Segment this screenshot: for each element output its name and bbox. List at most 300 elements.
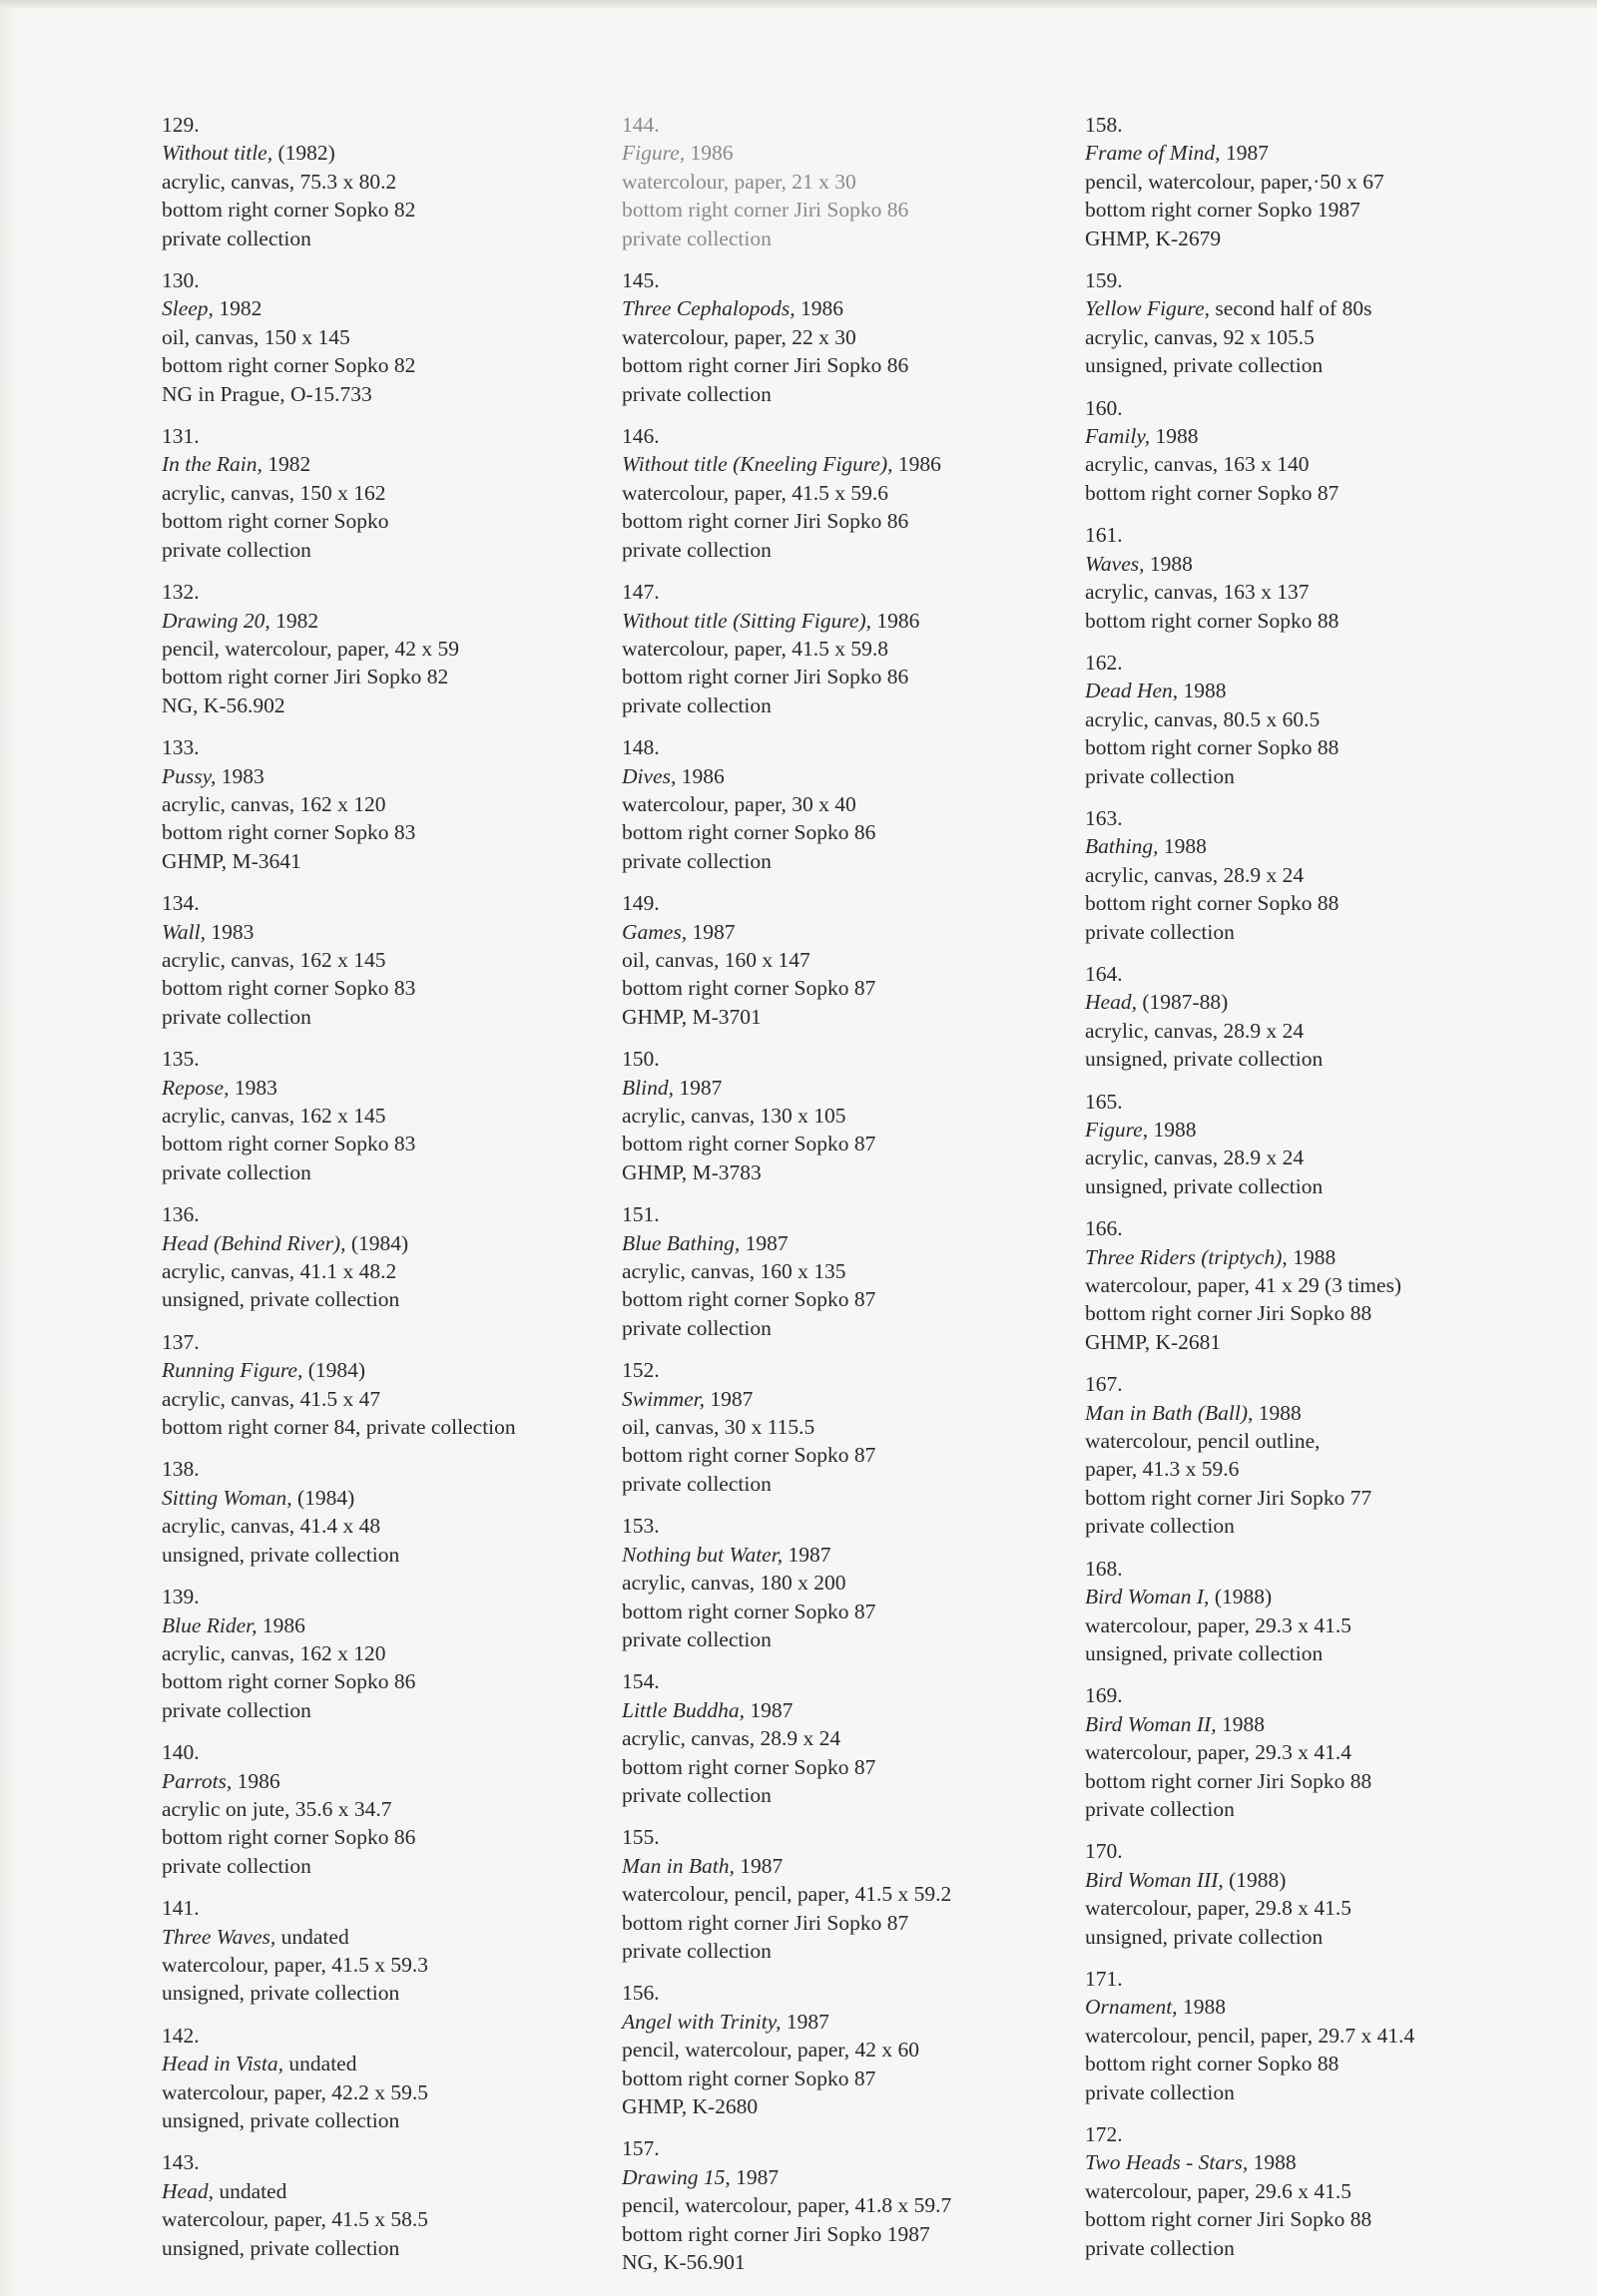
entry-detail: acrylic, canvas, 160 x 135 [622,1259,846,1284]
catalogue-entry [1085,649,1504,790]
entry-title: Family, [1085,424,1151,449]
entry-detail: watercolour, paper, 41.5 x 59.6 [622,480,888,505]
entry-number: 133. [162,735,200,760]
catalogue-entry [1085,1681,1504,1823]
entry-detail: watercolour, paper, 42.2 x 59.5 [162,2079,428,2104]
entry-date: 1987 [740,1230,789,1255]
entry-title-line [162,1484,601,1512]
entry-number: 164. [1085,961,1123,986]
entry-title: Head, [1085,990,1137,1015]
entry-title: Waves, [1085,551,1145,576]
catalogue-entry [162,1200,601,1314]
entry-title: Blue Rider, [162,1612,258,1637]
entry-detail: private collection [622,692,772,717]
entry-detail: bottom right corner Sopko 86 [162,1825,416,1850]
catalogue-entry [622,1356,1061,1498]
entry-number: 170. [1085,1839,1123,1864]
page-top-edge [0,0,1597,8]
entry-title: Head (Behind River), [162,1230,346,1255]
entry-title-line [162,1611,601,1639]
entry-title: Repose, [162,1075,230,1100]
entry-detail: unsigned, private collection [1085,1924,1324,1949]
entry-detail: watercolour, pencil, paper, 29.7 x 41.4 [1085,2023,1415,2048]
entry-detail: bottom right corner Sopko 86 [622,820,876,845]
entry-title: Bathing, [1085,834,1159,859]
entry-title: Dives, [622,763,677,788]
entry-date: 1988 [1148,1118,1197,1142]
catalogue-entry [622,889,1061,1031]
entry-date: undated [283,2052,357,2076]
entry-date: 1986 [676,763,725,788]
catalogue-entry [1085,394,1504,508]
entry-detail: unsigned, private collection [162,2235,400,2260]
entry-number: 172. [1085,2122,1123,2146]
entry-detail: GHMP, M-3701 [622,1004,762,1029]
entry-detail: bottom right corner Sopko 87 [622,976,876,1001]
entry-number: 138. [162,1457,200,1482]
entry-detail: oil, canvas, 160 x 147 [622,947,810,972]
entry-detail: oil, canvas, 150 x 145 [162,324,350,349]
entry-title-line [162,762,601,790]
catalogue-entry [1085,1370,1504,1540]
entry-detail: bottom right corner Jiri Sopko 86 [622,198,909,223]
catalogue-column-2 [622,111,1061,2290]
entry-detail: pencil, watercolour, paper, 41.8 x 59.7 [622,2193,952,2218]
catalogue-entry [162,578,601,719]
entry-title: Wall, [162,919,207,944]
entry-detail: watercolour, paper, 21 x 30 [622,169,856,194]
entry-title-line [162,1074,601,1102]
entry-date: 1986 [685,141,734,166]
entry-title: Running Figure, [162,1358,303,1383]
entry-detail: bottom right corner Sopko [162,509,389,534]
entry-title-line [162,2050,601,2077]
entry-detail: GHMP, K-2679 [1085,226,1222,250]
entry-number: 161. [1085,523,1123,548]
entry-title: Angel with Trinity, [622,2009,782,2034]
catalogue-entry [162,1583,601,1724]
catalogue-entry [622,578,1061,719]
catalogue-entry [162,1328,601,1442]
entry-number: 155. [622,1825,660,1850]
catalogue-entry [622,1512,1061,1653]
entry-detail: private collection [162,1697,311,1722]
entry-number: 142. [162,2023,200,2048]
entry-detail: acrylic, canvas, 28.9 x 24 [1085,862,1305,887]
entry-detail: unsigned, private collection [1085,353,1324,378]
entry-title: Figure, [622,141,686,166]
entry-detail: bottom right corner Sopko 87 [622,1132,876,1156]
entry-title: Bird Woman I, [1085,1585,1210,1609]
entry-detail: bottom right corner Jiri Sopko 86 [622,353,909,378]
entry-date: (1984) [302,1358,366,1383]
catalogue-entry [622,1200,1061,1342]
entry-title-line [1085,139,1504,167]
entry-detail: private collection [162,226,311,250]
entry-detail: private collection [162,1853,311,1878]
entry-detail: watercolour, paper, 29.3 x 41.4 [1085,1740,1351,1765]
entry-title: Parrots, [162,1768,233,1793]
entry-date: 1987 [687,919,736,944]
entry-title: Ornament, [1085,1995,1178,2020]
entry-date: 1988 [1158,834,1207,859]
entry-detail: bottom right corner Jiri Sopko 86 [622,665,909,689]
entry-title-line [162,2177,601,2205]
entry-detail: acrylic, canvas, 75.3 x 80.2 [162,169,397,194]
catalogue-entry [1085,960,1504,1074]
entry-number: 146. [622,424,660,449]
entry-detail: bottom right corner Sopko 87 [622,2066,876,2090]
entry-date: 1986 [795,296,843,321]
entry-number: 130. [162,268,200,293]
catalogue-column-1 [162,111,601,2276]
entry-title-line [1085,1866,1504,1894]
entry-detail: private collection [162,1004,311,1029]
entry-number: 167. [1085,1372,1123,1397]
entry-number: 132. [162,580,200,605]
catalogue-entry [162,733,601,875]
entry-date: (1987-88) [1136,990,1229,1015]
entry-detail: bottom right corner Sopko 83 [162,976,416,1001]
entry-detail: watercolour, paper, 41.5 x 59.8 [622,636,888,661]
catalogue-entry [622,733,1061,875]
entry-title-line [1085,550,1504,578]
entry-title: Three Riders (triptych), [1085,1244,1288,1269]
entry-title-line [622,918,1061,946]
entry-date: 1987 [673,1075,723,1100]
entry-number: 153. [622,1514,660,1539]
entry-detail: private collection [622,226,772,250]
entry-detail: watercolour, paper, 41.5 x 58.5 [162,2207,428,2232]
entry-detail: private collection [1085,763,1235,788]
entry-title: Games, [622,919,688,944]
entry-number: 168. [1085,1556,1123,1581]
entry-title: Yellow Figure, [1085,296,1211,321]
entry-detail: private collection [622,1938,772,1963]
entry-detail: watercolour, paper, 22 x 30 [622,324,856,349]
entry-number: 165. [1085,1089,1123,1114]
entry-number: 147. [622,580,660,605]
entry-detail: bottom right corner Jiri Sopko 77 [1085,1485,1372,1510]
catalogue-entry [622,266,1061,408]
entry-detail: private collection [1085,919,1235,944]
entry-detail: private collection [622,1471,772,1496]
catalogue-entry [622,2134,1061,2276]
entry-title: In the Rain, [162,452,263,477]
entry-detail: bottom right corner Sopko 87 [622,1287,876,1312]
entry-detail: acrylic on jute, 35.6 x 34.7 [162,1796,392,1821]
entry-detail: unsigned, private collection [162,1981,400,2006]
entry-detail: acrylic, canvas, 28.9 x 24 [1085,1146,1305,1170]
catalogue-entry [1085,111,1504,252]
entry-detail: unsigned, private collection [162,1287,400,1312]
entry-date: 1987 [1220,141,1269,166]
entry-date: (1988) [1223,1867,1287,1892]
catalogue-entry [1085,804,1504,946]
entry-detail: private collection [1085,1796,1235,1821]
catalogue-entry [1085,1088,1504,1201]
entry-number: 134. [162,891,200,916]
catalogue-entry [162,1894,601,2008]
entry-title: Head in Vista, [162,2052,284,2076]
entry-detail: acrylic, canvas, 28.9 x 24 [1085,1018,1305,1043]
entry-detail: acrylic, canvas, 163 x 140 [1085,452,1310,477]
entry-detail: watercolour, pencil, paper, 41.5 x 59.2 [622,1882,952,1907]
entry-title: Blue Bathing, [622,1230,741,1255]
entry-detail: bottom right corner Sopko 88 [1085,735,1339,760]
entry-date: 1988 [1150,424,1199,449]
entry-title-line [622,607,1061,635]
entry-date: 1983 [206,919,255,944]
entry-detail: bottom right corner Sopko 83 [162,820,416,845]
catalogue-entry [1085,1555,1504,1668]
entry-number: 141. [162,1896,200,1921]
catalogue-entry [622,1979,1061,2120]
entry-detail: private collection [622,537,772,562]
entry-detail: unsigned, private collection [162,2108,400,2132]
entry-title-line [1085,988,1504,1016]
entry-title-line [1085,422,1504,450]
entry-date: 1986 [257,1612,305,1637]
entry-title-line [622,1541,1061,1569]
entry-date: 1983 [216,763,265,788]
entry-detail: private collection [622,1315,772,1340]
entry-detail: bottom right corner Sopko 87 [622,1754,876,1779]
entry-title-line [622,139,1061,167]
entry-title-line [162,450,601,478]
entry-title-line [162,1767,601,1795]
entry-detail: private collection [162,537,311,562]
entry-date: 1988 [1248,2150,1297,2175]
entry-detail: bottom right corner Sopko 82 [162,353,416,378]
entry-date: 1988 [1287,1244,1336,1269]
catalogue-entry [1085,2120,1504,2262]
entry-title-line [622,1229,1061,1257]
entry-detail: oil, canvas, 30 x 115.5 [622,1415,815,1440]
entry-detail: pencil, watercolour, paper, 42 x 60 [622,2038,919,2063]
entry-number: 151. [622,1202,660,1227]
entry-detail: bottom right corner Sopko 82 [162,198,416,223]
entry-title: Nothing but Water, [622,1542,784,1567]
entry-date: 1988 [1216,1711,1265,1736]
entry-number: 149. [622,891,660,916]
entry-detail: unsigned, private collection [1085,1047,1324,1072]
entry-number: 160. [1085,395,1123,420]
entry-detail: bottom right corner Jiri Sopko 82 [162,665,449,689]
entry-detail: bottom right corner Jiri Sopko 86 [622,509,909,534]
catalogue-entry [162,2148,601,2262]
entry-detail: acrylic, canvas, 162 x 145 [162,1104,386,1128]
entry-title: Bird Woman III, [1085,1867,1224,1892]
entry-detail: paper, 41.3 x 59.6 [1085,1457,1240,1482]
entry-date: 1988 [1144,551,1193,576]
entry-title: Man in Bath, [622,1853,735,1878]
entry-title: Drawing 15, [622,2164,731,2189]
entry-detail: NG, K-56.902 [162,692,285,717]
entry-number: 139. [162,1585,200,1609]
entry-title-line [1085,2148,1504,2176]
entry-number: 169. [1085,1683,1123,1708]
catalogue-entry [162,111,601,252]
entry-date: second half of 80s [1210,296,1372,321]
entry-date: 1982 [269,608,319,633]
entry-date: 1983 [229,1075,277,1100]
entry-title-line [1085,1710,1504,1738]
entry-date: 1988 [1178,679,1227,703]
entry-title: Drawing 20, [162,608,270,633]
entry-title-line [162,1923,601,1951]
entry-detail: watercolour, paper, 29.8 x 41.5 [1085,1896,1351,1921]
catalogue-column-3 [1085,111,1504,2276]
entry-detail: acrylic, canvas, 162 x 145 [162,947,386,972]
entry-title: Swimmer, [622,1386,706,1411]
entry-number: 171. [1085,1966,1123,1991]
catalogue-entry [1085,1965,1504,2106]
entry-date: 1986 [232,1768,280,1793]
entry-detail: bottom right corner Jiri Sopko 88 [1085,1768,1372,1793]
entry-title-line [162,918,601,946]
entry-title: Blind, [622,1075,674,1100]
entry-title: Sleep, [162,296,214,321]
entry-title-line [622,762,1061,790]
entry-number: 162. [1085,650,1123,675]
entry-title: Frame of Mind, [1085,141,1221,166]
entry-detail: watercolour, paper, 41.5 x 59.3 [162,1952,428,1977]
entry-date: 1988 [1177,1995,1226,2020]
entry-title: Little Buddha, [622,1697,746,1722]
entry-number: 154. [622,1669,660,1694]
entry-number: 143. [162,2150,200,2175]
entry-title: Two Heads - Stars, [1085,2150,1249,2175]
entry-detail: unsigned, private collection [1085,1640,1324,1665]
entry-detail: GHMP, M-3783 [622,1159,762,1184]
entry-title-line [622,1074,1061,1102]
entry-detail: acrylic, canvas, 41.1 x 48.2 [162,1259,397,1284]
catalogue-entry [162,422,601,564]
entry-detail: acrylic, canvas, 130 x 105 [622,1104,846,1128]
entry-number: 144. [622,113,660,137]
catalogue-entry [162,889,601,1031]
entry-title-line [622,1385,1061,1413]
entry-detail: watercolour, paper, 41 x 29 (3 times) [1085,1273,1402,1298]
entry-date: undated [275,1924,349,1949]
entry-detail: bottom right corner Jiri Sopko 87 [622,1910,909,1935]
catalogue-entry [622,1667,1061,1809]
entry-detail: private collection [1085,2079,1235,2104]
entry-title: Sitting Woman, [162,1485,292,1510]
entry-number: 152. [622,1358,660,1383]
entry-date: 1987 [730,2164,780,2189]
entry-detail: watercolour, paper, 30 x 40 [622,791,856,816]
entry-number: 140. [162,1740,200,1765]
entry-date: (1984) [345,1230,409,1255]
entry-title: Three Waves, [162,1924,276,1949]
entry-title-line [1085,677,1504,704]
entry-detail: bottom right corner Sopko 88 [1085,2052,1339,2076]
entry-detail: acrylic, canvas, 80.5 x 60.5 [1085,706,1321,731]
entry-detail: pencil, watercolour, paper,·50 x 67 [1085,169,1384,194]
entry-date: 1987 [783,1542,831,1567]
entry-title-line [622,450,1061,478]
entry-detail: GHMP, M-3641 [162,848,301,873]
entry-number: 157. [622,2136,660,2161]
entry-title: Without title (Kneeling Figure), [622,452,893,477]
entry-detail: bottom right corner Jiri Sopko 88 [1085,1301,1372,1326]
entry-title-line [622,2163,1061,2191]
entry-date: 1987 [781,2009,829,2034]
entry-date: (1982) [272,141,335,166]
entry-detail: GHMP, K-2681 [1085,1329,1222,1354]
catalogue-entry [1085,1837,1504,1951]
entry-detail: acrylic, canvas, 163 x 137 [1085,580,1310,605]
entry-title-line [622,2008,1061,2036]
entry-number: 150. [622,1047,660,1072]
entry-detail: unsigned, private collection [162,1542,400,1567]
entry-number: 145. [622,268,660,293]
entry-date: undated [213,2178,287,2203]
entry-detail: acrylic, canvas, 162 x 120 [162,1640,386,1665]
entry-date: 1982 [213,296,263,321]
entry-title-line [1085,294,1504,322]
entry-detail: private collection [1085,1514,1235,1539]
entry-title-line [622,294,1061,322]
entry-date: 1982 [262,452,311,477]
entry-number: 156. [622,1981,660,2006]
entry-title-line [1085,832,1504,860]
catalogue-entry [162,1455,601,1569]
entry-detail: bottom right corner Jiri Sopko 88 [1085,2207,1372,2232]
entry-title-line [162,607,601,635]
entry-detail: acrylic, canvas, 41.5 x 47 [162,1386,381,1411]
entry-title: Dead Hen, [1085,679,1179,703]
entry-title: Pussy, [162,763,217,788]
entry-detail: acrylic, canvas, 41.4 x 48 [162,1514,381,1539]
entry-detail: watercolour, pencil outline, [1085,1429,1321,1454]
entry-detail: private collection [622,848,772,873]
entry-title: Bird Woman II, [1085,1711,1217,1736]
entry-date: 1986 [871,608,920,633]
entry-title-line [622,1696,1061,1724]
entry-detail: bottom right corner Sopko 86 [162,1669,416,1694]
entry-date: 1987 [745,1697,794,1722]
entry-title: Head, [162,2178,214,2203]
entry-detail: bottom right corner Sopko 87 [622,1599,876,1623]
entry-detail: acrylic, canvas, 162 x 120 [162,791,386,816]
entry-detail: bottom right corner Sopko 87 [622,1443,876,1468]
catalogue-entry [622,1823,1061,1965]
entry-title: Three Cephalopods, [622,296,796,321]
catalogue-entry [162,2022,601,2135]
catalogue-entry [1085,521,1504,635]
entry-detail: private collection [622,1782,772,1807]
entry-detail: watercolour, paper, 29.3 x 41.5 [1085,1612,1351,1637]
entry-number: 131. [162,424,200,449]
entry-title: Figure, [1085,1118,1149,1142]
entry-detail: acrylic, canvas, 28.9 x 24 [622,1726,841,1751]
entry-detail: private collection [162,1159,311,1184]
entry-detail: bottom right corner Sopko 87 [1085,480,1339,505]
entry-number: 158. [1085,113,1123,137]
entry-detail: private collection [1085,2235,1235,2260]
entry-date: 1988 [1253,1400,1302,1425]
catalogue-entry [162,1045,601,1186]
entry-date: (1988) [1209,1585,1273,1609]
entry-detail: NG in Prague, O-15.733 [162,381,372,406]
entry-title-line [162,294,601,322]
entry-detail: bottom right corner Sopko 1987 [1085,198,1360,223]
catalogue-entry [622,422,1061,564]
entry-detail: acrylic, canvas, 180 x 200 [622,1571,846,1596]
